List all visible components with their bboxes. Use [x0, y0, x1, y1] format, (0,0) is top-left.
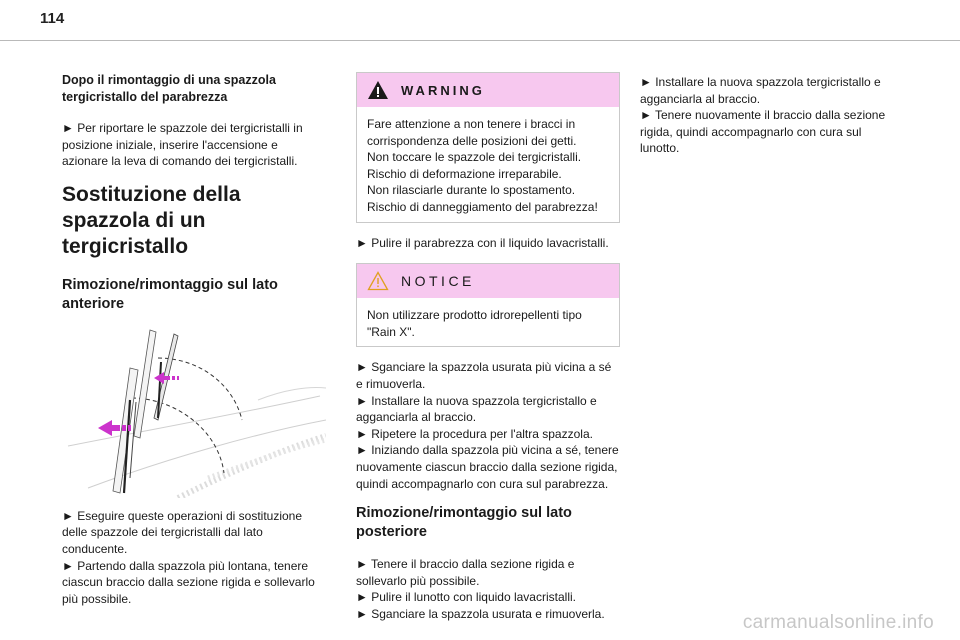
- list-item: ► Tenere il braccio dalla sezione rigida e sollevarlo più possibile.: [356, 557, 575, 588]
- list-item: ► Iniziando dalla spazzola più vicina a sé, tenere nuovamente ciascun braccio dalla sezione rigida, quindi accompagnarlo con cura sul parabrezza.: [356, 443, 619, 491]
- warning-triangle-icon: [367, 80, 389, 100]
- subheading-front: Rimozione/rimontaggio sul lato anteriore: [62, 276, 278, 312]
- notice-header: [357, 264, 619, 298]
- list-item: ► Sganciare la spazzola usurata più vicina a sé e rimuoverla.: [356, 360, 612, 391]
- list-item: ► Partendo dalla spazzola più lontana, tenere ciascun braccio dalla sezione rigida e sollevarlo più possibile.: [62, 558, 315, 606]
- list-item: ► Ripetere la procedura per l'altra spazzola.: [356, 426, 593, 441]
- warning-box: [356, 72, 620, 223]
- front-intro-steps: [62, 508, 326, 608]
- clean-windshield-step: ► Pulire il parabrezza con il liquido lavacristalli.: [356, 235, 609, 250]
- list-item: ► Sganciare la spazzola usurata e rimuoverla.: [356, 606, 605, 621]
- list-item: ► Installare la nuova spazzola tergicristallo e agganciarla al braccio.: [356, 393, 597, 425]
- warning-header: [357, 73, 619, 107]
- list-item: ► Pulire il lunotto con liquido lavacristalli.: [356, 590, 576, 605]
- column-left: [62, 72, 326, 619]
- notice-label: NOTICE: [401, 273, 475, 290]
- list-item: ► Tenere nuovamente il braccio dalla sezione rigida, quindi accompagnarlo con cura sul lunotto.: [640, 108, 886, 156]
- column-right: [640, 74, 904, 169]
- watermark: carmanualsonline.info: [742, 612, 934, 633]
- section-title: Sostituzione della spazzola di un tergicristallo: [62, 182, 241, 258]
- notice-triangle-icon: [367, 271, 389, 291]
- rear-install-steps: [640, 74, 904, 157]
- warning-line: Fare attenzione a non tenere i bracci in corrispondenza delle posizioni dei getti.: [367, 117, 577, 148]
- subheading-rear: Rimozione/rimontaggio sul lato posteriore: [356, 505, 572, 541]
- warning-line: Non rilasciarle durante lo spostamento. Rischio di danneggiamento del parabrezza!: [367, 183, 598, 214]
- column-middle: [356, 72, 620, 634]
- wiper-illustration: [58, 328, 326, 498]
- page-number: 114: [40, 10, 65, 27]
- warning-body: [357, 107, 619, 222]
- rear-steps: [356, 556, 620, 622]
- header-divider: [0, 40, 960, 41]
- list-item: ► Installare la nuova spazzola tergicristallo e agganciarla al braccio.: [640, 75, 881, 106]
- paragraph-reassembly: ► Per riportare le spazzole dei tergicristalli in posizione iniziale, inserire l'accensione e azionare la leva di comando dei tergicristalli.: [62, 121, 303, 169]
- notice-body: [357, 298, 619, 346]
- heading-after-reassembly: Dopo il rimontaggio di una spazzola tergicristallo del parabrezza: [62, 73, 276, 104]
- warning-line: Non toccare le spazzole dei tergicristalli. Rischio di deformazione irreparabile.: [367, 150, 582, 181]
- warning-label: WARNING: [401, 82, 485, 98]
- list-item: ► Eseguire queste operazioni di sostituzione delle spazzole dei tergicristalli dal lato conducente.: [62, 508, 303, 556]
- front-steps: [356, 359, 620, 492]
- notice-box: [356, 263, 620, 347]
- notice-text: Non utilizzare prodotto idrorepellenti tipo "Rain X".: [367, 308, 582, 339]
